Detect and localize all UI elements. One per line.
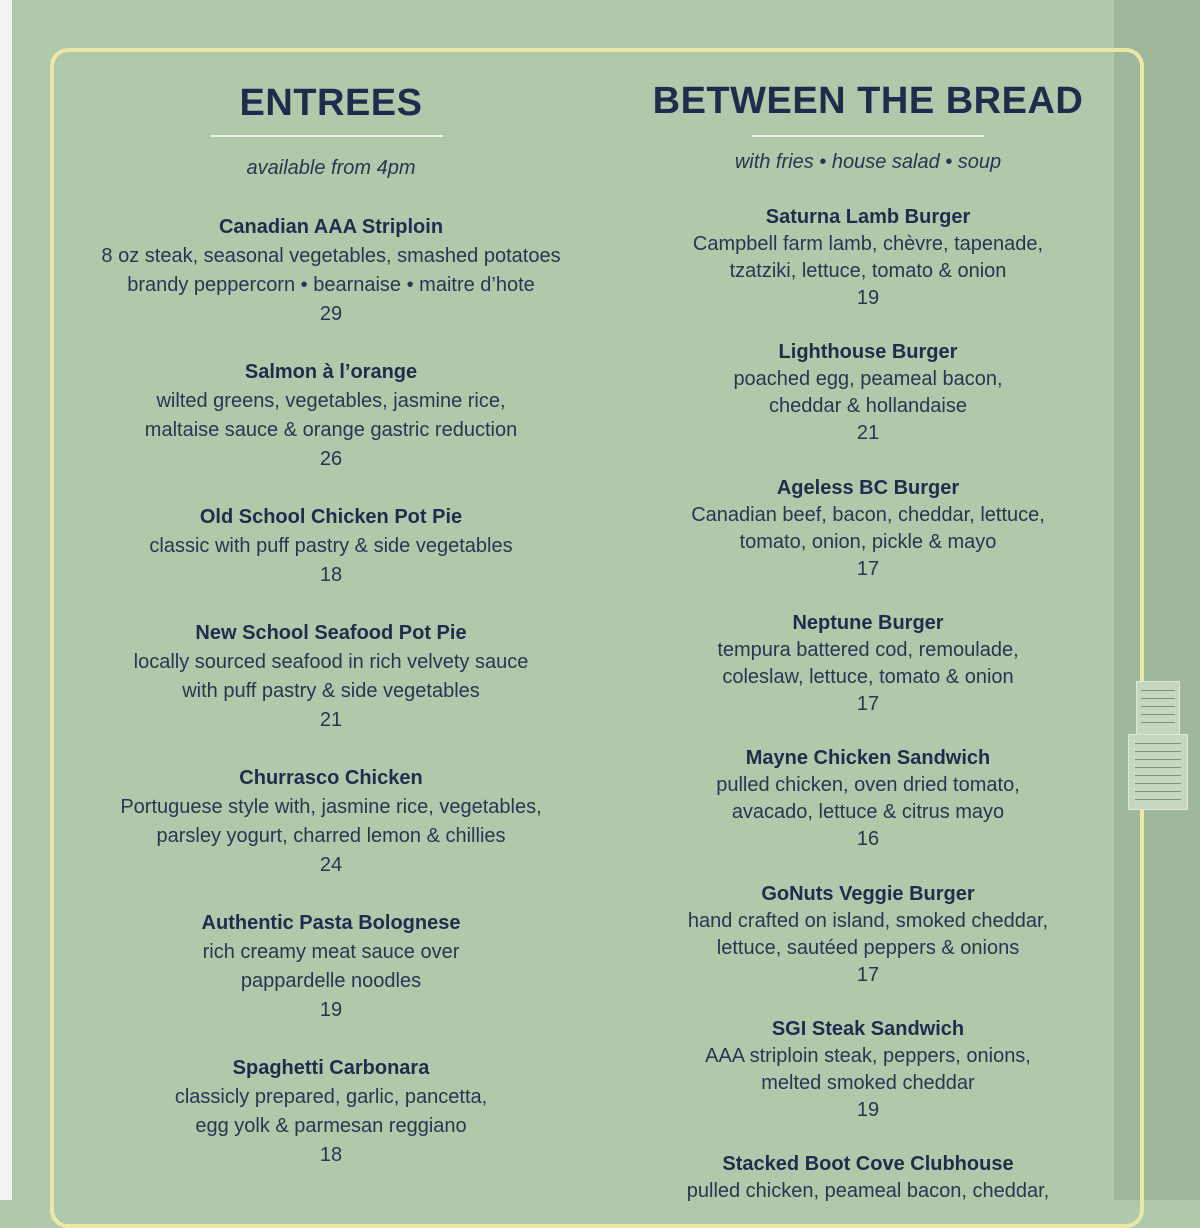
item-description: Canadian beef, bacon, cheddar, lettuce, bbox=[691, 504, 1045, 526]
item-description: melted smoked cheddar bbox=[761, 1072, 975, 1094]
item-description: 8 oz steak, seasonal vegetables, smashed potatoes bbox=[101, 245, 561, 267]
item-price: 19 bbox=[856, 287, 880, 309]
item-description: parsley yogurt, charred lemon & chillies bbox=[156, 825, 506, 847]
item-description: pulled chicken, peameal bacon, cheddar, bbox=[686, 1180, 1050, 1202]
item-price: 18 bbox=[319, 1144, 343, 1166]
between-the-bread-subtitle: with fries • house salad • soup bbox=[734, 151, 1002, 173]
menu-item bbox=[620, 745, 1116, 853]
item-description: classicly prepared, garlic, pancetta, bbox=[174, 1086, 488, 1108]
item-price: 18 bbox=[319, 564, 343, 586]
item-name: New School Seafood Pot Pie bbox=[195, 622, 467, 644]
item-name: GoNuts Veggie Burger bbox=[761, 883, 975, 905]
menu-item bbox=[620, 339, 1116, 447]
item-price: 29 bbox=[319, 303, 343, 325]
item-description: pulled chicken, oven dried tomato, bbox=[716, 774, 1020, 796]
item-description: coleslaw, lettuce, tomato & onion bbox=[722, 666, 1014, 688]
item-name: Ageless BC Burger bbox=[776, 477, 960, 499]
menu-item bbox=[620, 204, 1116, 312]
item-price: 17 bbox=[856, 558, 880, 580]
item-name: Old School Chicken Pot Pie bbox=[199, 506, 463, 528]
item-description: lettuce, sautéed peppers & onions bbox=[716, 937, 1020, 959]
menu-item bbox=[620, 881, 1116, 989]
item-description: tzatziki, lettuce, tomato & onion bbox=[729, 260, 1007, 282]
item-description: locally sourced seafood in rich velvety sauce bbox=[133, 651, 529, 673]
item-description: Portuguese style with, jasmine rice, vegetables, bbox=[120, 796, 542, 818]
entrees-heading: ENTREES bbox=[239, 82, 423, 124]
page-thumbnail-2[interactable] bbox=[1128, 734, 1188, 810]
between-the-bread-heading: BETWEEN THE BREAD bbox=[652, 80, 1084, 122]
item-price: 21 bbox=[319, 709, 343, 731]
item-description: AAA striploin steak, peppers, onions, bbox=[705, 1045, 1031, 1067]
item-name: Canadian AAA Striploin bbox=[218, 216, 444, 238]
item-description: maltaise sauce & orange gastric reduction bbox=[144, 419, 518, 441]
item-description: tempura battered cod, remoulade, bbox=[717, 639, 1019, 661]
entrees-divider bbox=[211, 135, 443, 137]
between-the-bread-divider bbox=[752, 135, 984, 137]
item-description: tomato, onion, pickle & mayo bbox=[739, 531, 997, 553]
menu-item bbox=[620, 610, 1116, 718]
menu-item bbox=[60, 619, 602, 735]
item-name: Neptune Burger bbox=[792, 612, 944, 634]
entrees-subtitle: available from 4pm bbox=[246, 157, 416, 179]
menu-item bbox=[60, 358, 602, 474]
item-description: wilted greens, vegetables, jasmine rice, bbox=[156, 390, 506, 412]
page-edge bbox=[0, 0, 12, 1200]
item-description: with puff pastry & side vegetables bbox=[182, 680, 480, 702]
item-name: Salmon à l’orange bbox=[244, 361, 418, 383]
item-price: 17 bbox=[856, 964, 880, 986]
item-price: 19 bbox=[856, 1099, 880, 1121]
item-name: Stacked Boot Cove Clubhouse bbox=[722, 1153, 1014, 1175]
item-description: poached egg, peameal bacon, bbox=[733, 368, 1003, 390]
item-price: 26 bbox=[319, 448, 343, 470]
item-description: avacado, lettuce & citrus mayo bbox=[731, 801, 1005, 823]
menu-item bbox=[60, 503, 602, 590]
item-name: Lighthouse Burger bbox=[778, 341, 958, 363]
item-description: classic with puff pastry & side vegetables bbox=[149, 535, 513, 557]
item-price: 19 bbox=[319, 999, 343, 1021]
item-description: pappardelle noodles bbox=[240, 970, 422, 992]
page-thumbnail-1[interactable] bbox=[1136, 681, 1180, 735]
menu-item bbox=[620, 475, 1116, 583]
item-description: Campbell farm lamb, chèvre, tapenade, bbox=[692, 233, 1044, 255]
item-price: 21 bbox=[856, 422, 880, 444]
item-price: 24 bbox=[319, 854, 343, 876]
menu-item bbox=[60, 764, 602, 880]
item-price: 16 bbox=[856, 828, 880, 850]
menu-item bbox=[60, 909, 602, 1025]
item-name: Authentic Pasta Bolognese bbox=[201, 912, 461, 934]
item-name: SGI Steak Sandwich bbox=[771, 1018, 965, 1040]
menu-item bbox=[620, 1151, 1116, 1205]
menu-item bbox=[620, 1016, 1116, 1124]
item-name: Saturna Lamb Burger bbox=[765, 206, 971, 228]
item-name: Spaghetti Carbonara bbox=[232, 1057, 430, 1079]
item-price: 17 bbox=[856, 693, 880, 715]
item-description: cheddar & hollandaise bbox=[769, 395, 967, 417]
item-description: hand crafted on island, smoked cheddar, bbox=[687, 910, 1049, 932]
item-name: Churrasco Chicken bbox=[239, 767, 423, 789]
item-name: Mayne Chicken Sandwich bbox=[745, 747, 991, 769]
menu-item bbox=[60, 1054, 602, 1170]
item-description: brandy peppercorn • bearnaise • maitre d’hote bbox=[127, 274, 535, 296]
menu-item bbox=[60, 213, 602, 329]
item-description: rich creamy meat sauce over bbox=[202, 941, 460, 963]
item-description: egg yolk & parmesan reggiano bbox=[195, 1115, 467, 1137]
